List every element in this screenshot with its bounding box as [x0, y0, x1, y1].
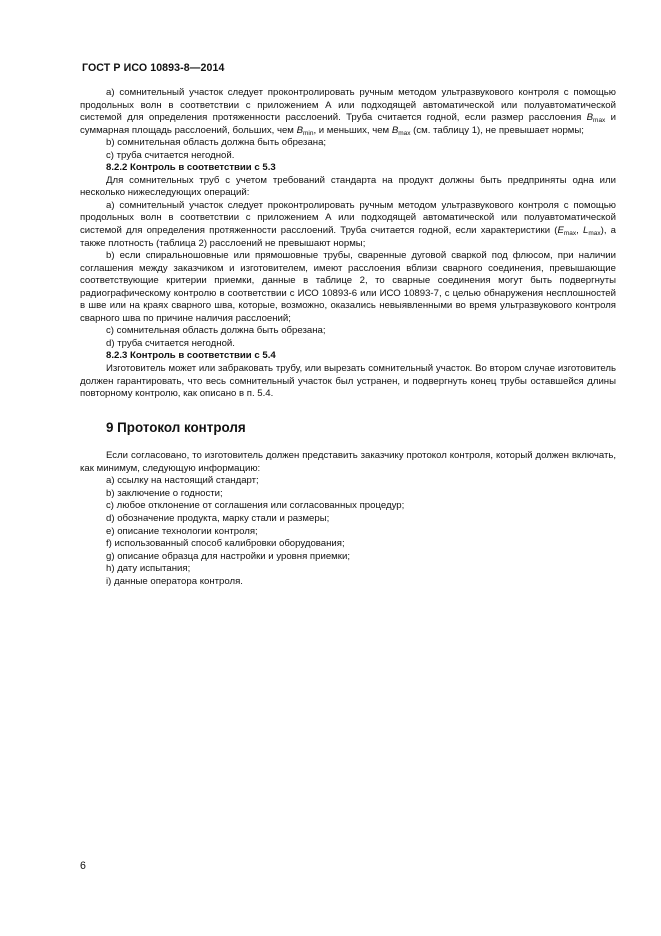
- list-item: h) дату испытания;: [106, 563, 191, 575]
- paragraph-8-2-1-c: с) труба считается негодной.: [106, 149, 235, 161]
- paragraph-8-2-2-c: с) сомнительная область должна быть обрезана;: [106, 325, 326, 337]
- paragraph-8-2-2-d: d) труба считается негодной.: [106, 337, 235, 349]
- paragraph-9-intro: Если согласовано, то изготовитель должен представить заказчику протокол контроля, который должен включать, как минимум, следующую информацию:: [80, 450, 616, 474]
- paragraph-8-2-2-intro: Для сомнительных труб с учетом требований стандарта на продукт должны быть предприняты одна или несколько нижеследующих операций:: [80, 174, 616, 199]
- list-item: d) обозначение продукта, марку стали и размеры;: [106, 512, 330, 524]
- paragraph-8-2-1-a: а) сомнительный участок следует проконтролировать ручным методом ультразвукового контроля с помощью продольных волн в соответствии с приложением А или подходящей автоматической или полуавтоматической системой для определения протяженности расслоений. Труба считается годной, если размер расслоения $B_{max}$ и суммарная площадь расслоений, больших, чем $B_{min}$, и меньших, чем $B_{max}$ (см. таблицу 1), не превышает нормы;: [80, 87, 617, 137]
- list-item: i) данные оператора контроля.: [106, 575, 243, 587]
- subsection-title-8-2-2: 8.2.2 Контроль в соответствии с 5.3: [106, 162, 276, 174]
- paragraph-8-2-2-a: а) сомнительный участок следует проконтролировать ручным методом ультразвукового контроля с помощью продольных волн в соответствии с приложением А или подходящей автоматической или полуавтоматической системой для определения протяженности расслоений. Труба считается годной, если характеристики ($E_{max}$, $L_{max}$), а также плотность (таблица 2) расслоений не превышают нормы;: [80, 199, 616, 249]
- list-item: с) любое отклонение от соглашения или согласованных процедур;: [106, 500, 405, 512]
- list-item: g) описание образца для настройки и уровня приемки;: [106, 550, 350, 562]
- list-item: а) ссылку на настоящий стандарт;: [106, 475, 259, 487]
- paragraph-8-2-1-b: b) сомнительная область должна быть обрезана;: [106, 137, 327, 149]
- paragraph-8-2-2-b: b) если спиральношовные или прямошовные трубы, сваренные дуговой сваркой под флюсом, при наличии соглашения между заказчиком и изготовителем, имеют расслоения вблизи сварного соединения, превышающие соответствующие критерии приемки, данные в таблице 2, то сварные соединения могут быть подвергнуты радиографическому контролю в соответствии с ИСО 10893-6 или ИСО 10893-7, с целью обнаружения несплошностей в шве или на краях сварного шва, которые, возможно, оказались невыявленными во время ультразвукового контроля сварного шва по причине наличия расслоений;: [80, 250, 616, 324]
- paragraph-8-2-3: Изготовитель может или забраковать трубу, или вырезать сомнительный участок. Во втором случае изготовитель должен гарантировать, что весь сомнительный участок был устранен, и подвергнуть конец трубы оставшейся длины повторному контролю, как описано в п. 5.4.: [80, 363, 616, 400]
- page-content: [80, 87, 616, 588]
- document-header: ГОСТ Р ИСО 10893-8—2014: [82, 62, 225, 74]
- list-item: f) использованный способ калибровки оборудования;: [106, 538, 345, 550]
- section-title-9: 9 Протокол контроля: [106, 419, 246, 435]
- list-item: b) заключение о годности;: [106, 487, 223, 499]
- page-number: 6: [80, 860, 86, 872]
- subsection-title-8-2-3: 8.2.3 Контроль в соответствии с 5.4: [106, 350, 276, 362]
- list-item: е) описание технологии контроля;: [106, 525, 258, 537]
